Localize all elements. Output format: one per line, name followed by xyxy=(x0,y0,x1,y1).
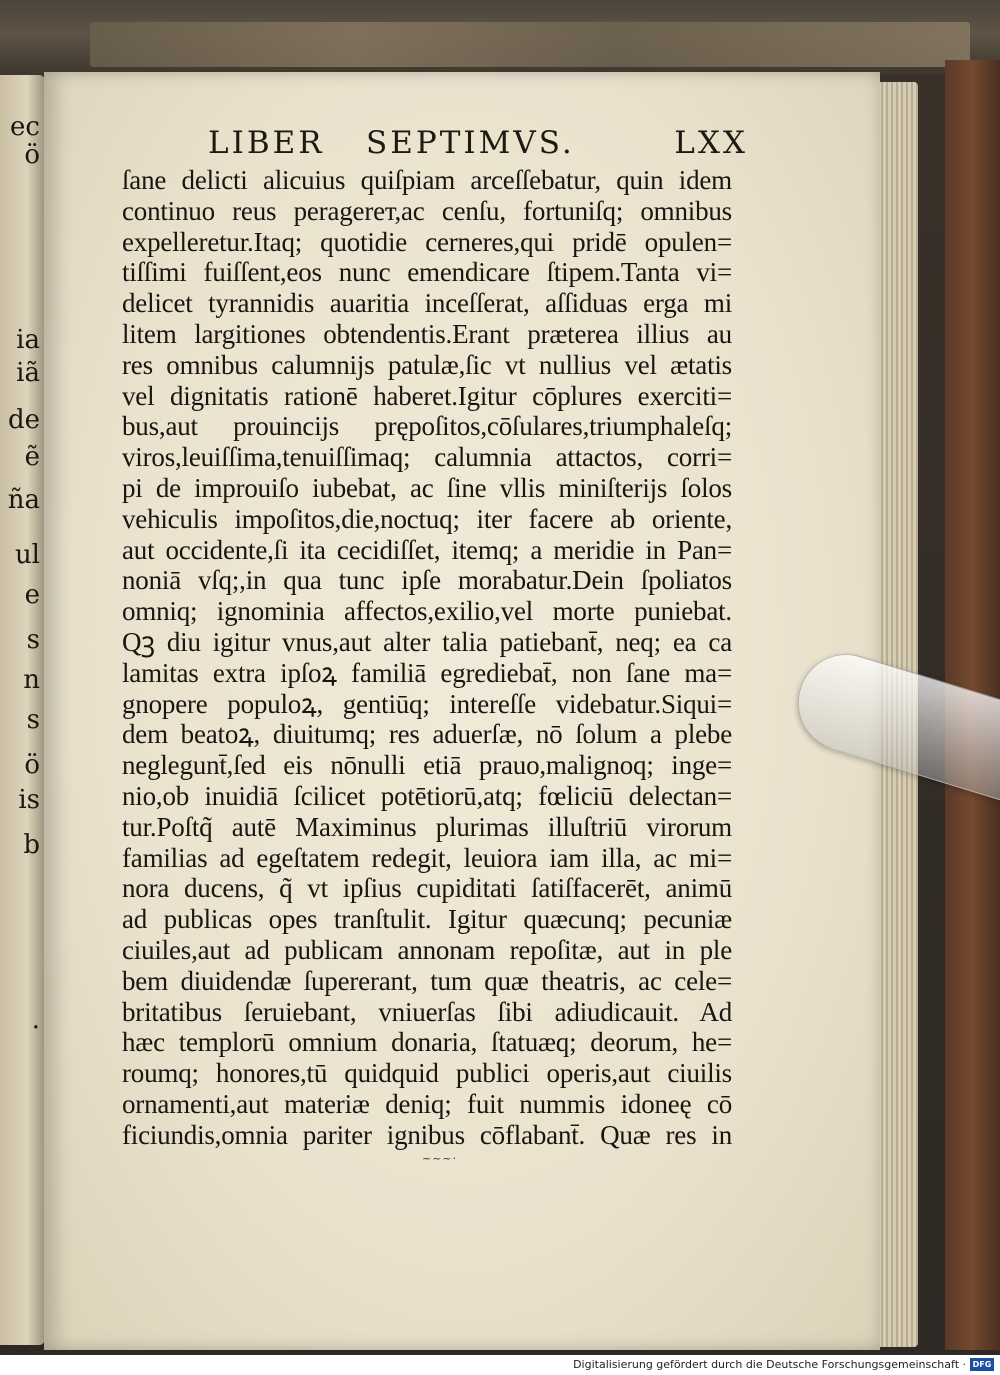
text-line: ornamenti,aut materiæ deniq; fuit nummis idoneę cō xyxy=(122,1088,732,1119)
text-line: nora ducens, q̃ vt ipſius cupiditati ſatiſfacerēt, animū xyxy=(122,873,732,904)
text-line: bem diuidendæ ſupererant, tum quæ theatris, ac cele= xyxy=(122,965,732,996)
spine-strip xyxy=(90,22,970,67)
running-head-book-number: SEPTIMVS. xyxy=(366,125,575,161)
left-page-fragment: s xyxy=(26,705,40,735)
text-line: ficiundis,omnia pariter ignibus cōflabant̄. Quæ res in xyxy=(122,1119,732,1150)
left-page-fragment: ẽ xyxy=(24,442,40,472)
text-line: britatibus ſeruiebant, vniuerſas ſibi adiudicauit. Ad xyxy=(122,996,732,1027)
text-line: tur.Poſtq̃ autē Maximinus plurimas illuſtriū virorum xyxy=(122,811,732,842)
left-page-fragment: b xyxy=(23,830,40,860)
running-head xyxy=(208,125,748,165)
text-line: res omnibus calumnijs patulæ,ſic vt nullius vel ætatis xyxy=(122,349,732,380)
main-text-block xyxy=(122,165,732,1151)
left-page-fragment: . xyxy=(31,1005,40,1035)
text-line: ſane delicti alicuius quiſpiam arceſſebatur, quin idem xyxy=(122,165,732,195)
text-line: vehiculis impoſitos,die,noctuq; iter facere ab oriente, xyxy=(122,503,732,534)
text-line: gnopere populoꝝ, gentiūq; intereſſe videbatur.Siqui= xyxy=(122,688,732,719)
text-line: hæc templorū omnium donaria, ſtatuæq; deorum, he= xyxy=(122,1027,732,1058)
text-line: expelleretur.Itaq; quotidie cerneres,qui pridē opulen= xyxy=(122,226,732,257)
left-page-fragment: is xyxy=(18,785,40,815)
text-line: omniq; ignominia affectos,exilio,vel morte puniebat. xyxy=(122,596,732,627)
text-line: tiſſimi fuiſſent,eos nunc emendicare ſtipem.Tanta vi= xyxy=(122,257,732,288)
text-line: neglegunt̄,ſed eis nōnulli etiā prauo,malignoq; inge= xyxy=(122,750,732,781)
left-page-fragment: ia xyxy=(16,325,40,355)
left-page-fragment: ö xyxy=(24,140,40,170)
text-line: aut occidente,ſi ita cecidiſſet, itemq; a meridie in Pan= xyxy=(122,534,732,565)
text-line: familias ad egeſtatem redegit, leuiora iam illa, ac mi= xyxy=(122,842,732,873)
left-page-fragment: ña xyxy=(7,485,40,515)
folio-number: LXX xyxy=(674,125,748,161)
text-line: ciuiles,aut ad publicam annonam repoſitæ, aut in ple xyxy=(122,934,732,965)
text-line: delicet tyrannidis auaritia inceſſerat, aſſiduas erga mi xyxy=(122,288,732,319)
text-line: continuo reus peragerет,ac cenſu, fortuniſq; omnibus xyxy=(122,195,732,226)
text-line: roumq; honores,tū quidquid publici operis,aut ciuilis xyxy=(122,1058,732,1089)
text-line: viros,leuiſſima,tenuiſſimaq; calumnia attactos, corri= xyxy=(122,442,732,473)
left-page-fragment: ec xyxy=(10,112,40,142)
text-line: Qꝫ diu igitur vnus,aut alter talia patiebant̄, neq; ea ca xyxy=(122,626,732,657)
text-line: pi de improuiſo iubebat, ac ſine vllis miniſterijs ſolos xyxy=(122,472,732,503)
left-page-fragment: iã xyxy=(16,358,40,388)
dfg-logo: DFG xyxy=(970,1358,994,1371)
left-page-fragment: de xyxy=(7,405,40,435)
text-line: vel dignitatis rationē haberet.Igitur cōplures exerciti= xyxy=(122,380,732,411)
left-page-fragment: ul xyxy=(14,540,40,570)
left-facing-page xyxy=(0,75,45,1345)
book-page xyxy=(44,72,880,1350)
text-line: dem beatoꝝ, diuitumq; res aduerſæ, nō ſolum a plebe xyxy=(122,719,732,750)
text-line: nio,ob inuidiā ſcilicet potētiorū,atq; fœliciū delectan= xyxy=(122,780,732,811)
left-page-fragment: e xyxy=(24,580,40,610)
text-line: litem largitiones obtendentis.Erant præterea illius au xyxy=(122,318,732,349)
text-line: ad publicas opes tranſtulit. Igitur quæcunq; pecuniæ xyxy=(122,904,732,935)
left-page-fragment: s xyxy=(26,625,40,655)
text-line: bus,aut prouincijs prępoſitos,cōſulares,triumphaleſq; xyxy=(122,411,732,442)
text-line: noniā vſq;,in qua tunc ipſe morabatur.Dein ſpoliatos xyxy=(122,565,732,596)
catchword: ~~~· xyxy=(422,1152,458,1165)
left-page-fragment: ö xyxy=(24,750,40,780)
dfg-credit-text: Digitalisierung gefördert durch die Deutsche Forschungsgemeinschaft · xyxy=(573,1358,966,1371)
credit-footer xyxy=(0,1355,1000,1375)
left-page-fragment: n xyxy=(23,665,40,695)
text-line: lamitas extra ipſoꝝ familiā egrediebat̄, non ſane ma= xyxy=(122,657,732,688)
running-head-liber: LIBER xyxy=(208,125,325,161)
